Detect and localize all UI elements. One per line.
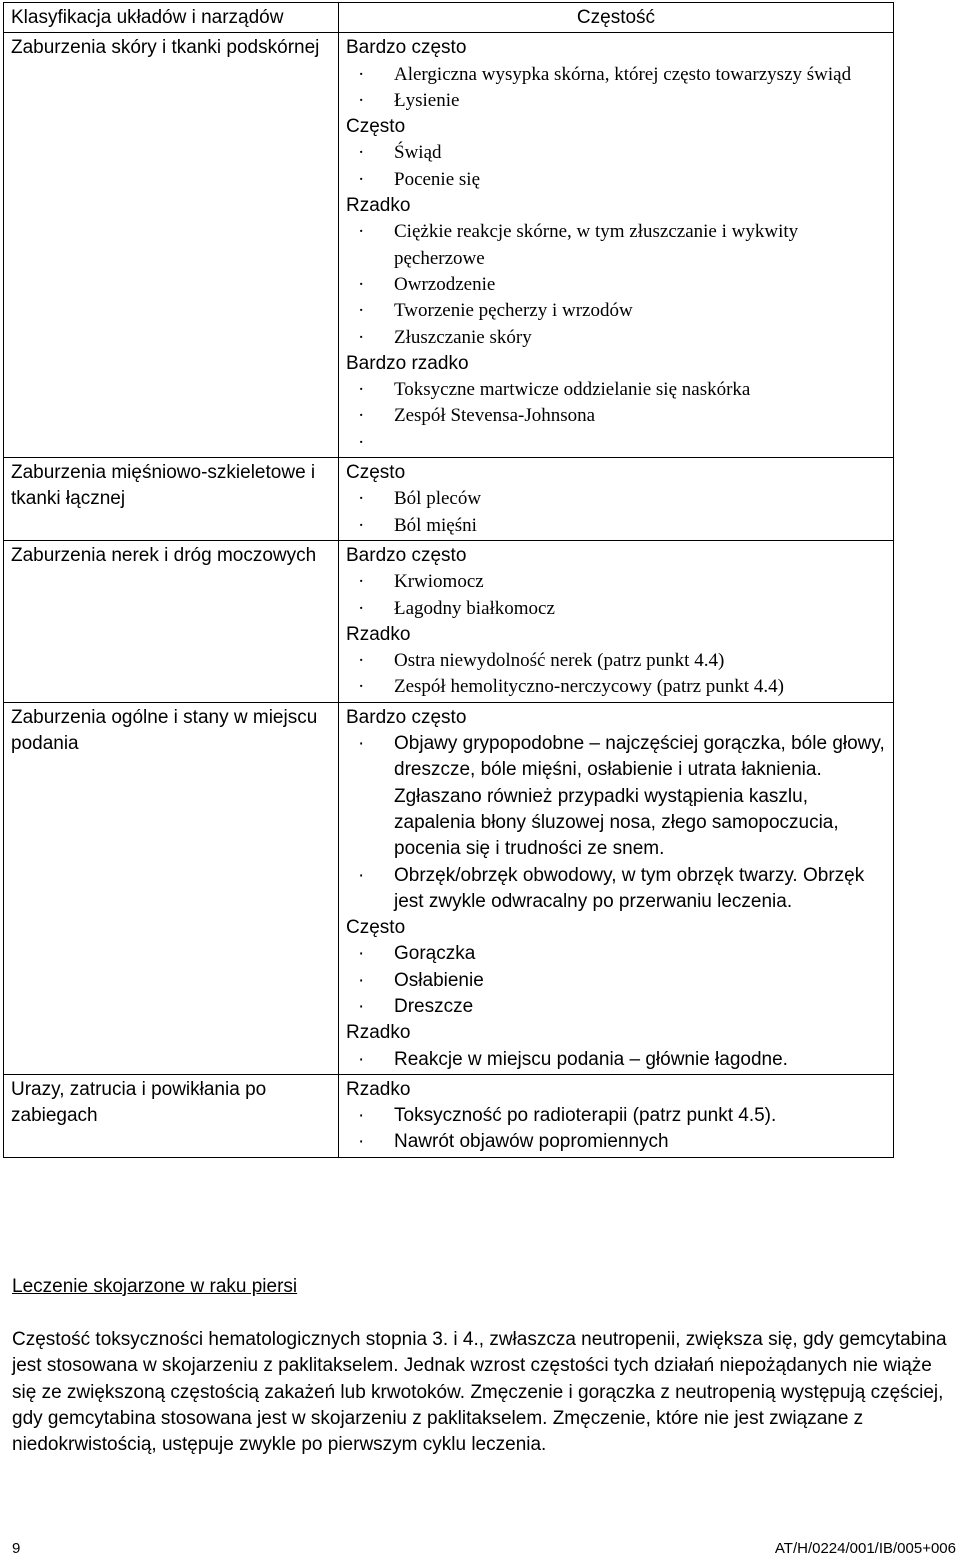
bullet-icon: · <box>358 864 365 886</box>
reaction-item <box>346 968 886 994</box>
reaction-item <box>346 596 886 622</box>
table-header-row <box>4 3 894 33</box>
reaction-item <box>346 272 886 298</box>
reaction-text: Dreszcze <box>394 995 474 1017</box>
reaction-item <box>346 325 886 351</box>
reaction-item <box>346 994 886 1020</box>
bullet-icon: · <box>358 63 365 85</box>
bullet-icon: · <box>358 326 365 348</box>
reaction-text: Świąd <box>394 142 442 164</box>
bullet-icon: · <box>358 142 365 164</box>
bullet-icon: · <box>358 943 365 965</box>
bullet-icon: · <box>358 1048 365 1070</box>
frequency-header: Częstość <box>339 3 894 33</box>
table-row <box>4 1074 894 1157</box>
reaction-text: Łysienie <box>394 89 460 111</box>
bullet-icon: · <box>358 733 365 755</box>
bullet-icon: · <box>358 488 365 510</box>
reaction-text: Alergiczna wysypka skórna, której często towarzyszy świąd <box>394 63 852 85</box>
frequency-label: Rzadko <box>346 1022 411 1044</box>
reaction-item <box>346 377 886 403</box>
reaction-text: Łagodny białkomocz <box>394 597 555 619</box>
bullet-icon: · <box>358 405 365 427</box>
frequency-label: Często <box>346 462 406 484</box>
bullet-icon: · <box>358 514 365 536</box>
bullet-icon: · <box>358 89 365 111</box>
frequency-cell <box>339 540 894 702</box>
frequency-label: Często <box>346 116 406 138</box>
section-heading: Leczenie skojarzone w raku piersi <box>12 1276 298 1297</box>
reaction-text: Nawrót objawów popromiennych <box>394 1131 669 1153</box>
reaction-text: Ostra niewydolność nerek (patrz punkt 4.4) <box>394 650 725 672</box>
frequency-label: Bardzo rzadko <box>346 352 469 374</box>
document-code: AT/H/0224/001/IB/005+006 <box>774 1540 956 1557</box>
reaction-text: Zespół hemolityczno-nerczycowy (patrz punkt 4.4) <box>394 676 784 698</box>
bullet-icon: · <box>358 379 365 401</box>
bullet-icon: · <box>358 221 365 243</box>
reaction-text: Objawy grypopodobne – najczęściej gorączka, bóle głowy, dreszcze, bóle mięśni, osłabienie i utrata łaknienia. Zgłaszano również przypadki wystąpienia kaszlu, zapalenia błony śluzowej nosa, złego samopoczucia, pocenia się i trudności ze snem. <box>394 733 885 860</box>
reaction-item <box>346 486 886 512</box>
reaction-item <box>346 167 886 193</box>
frequency-label: Rzadko <box>346 1078 411 1100</box>
reaction-text: Tworzenie pęcherzy i wrzodów <box>394 300 633 322</box>
frequency-cell <box>339 33 894 458</box>
table-row <box>4 458 894 541</box>
frequency-label: Bardzo często <box>346 706 467 728</box>
frequency-cell <box>339 458 894 541</box>
bullet-icon: · <box>358 168 365 190</box>
reaction-item <box>346 88 886 114</box>
reaction-item <box>346 1103 886 1129</box>
adverse-reactions-table <box>3 2 894 1158</box>
bullet-icon: · <box>358 300 365 322</box>
reaction-item <box>346 648 886 674</box>
reaction-item <box>346 941 886 967</box>
reaction-item <box>346 140 886 166</box>
organ-class-cell: Zaburzenia nerek i dróg moczowych <box>4 540 339 702</box>
bullet-icon: · <box>358 431 365 453</box>
body-paragraph: Częstość toksyczności hematologicznych stopnia 3. i 4., zwłaszcza neutropenii, zwiększa się, gdy gemcytabina jest stosowana w skojarzeniu z paklitakselem. Jednak wzrost częstości tych działań niepożądanych nie wiąże się ze zwiększoną częstością zakażeń lub krwotoków. Zmęczenie i gorączka z neutropenią występują częściej, gdy gemcytabina stosowana jest w skojarzeniu z paklitakselem. Zmęczenie, które nie jest związane z niedokrwistością, ustępuje zwykle po pierwszym cyklu leczenia. <box>12 1329 947 1456</box>
organ-class-cell: Zaburzenia mięśniowo-szkieletowe i tkanki łącznej <box>4 458 339 541</box>
reaction-text: Owrzodzenie <box>394 273 496 295</box>
reaction-text <box>394 430 886 456</box>
reaction-text: Ból pleców <box>394 488 482 510</box>
reaction-text: Toksyczne martwicze oddzielanie się naskórka <box>394 379 751 401</box>
bullet-icon: · <box>358 969 365 991</box>
bullet-icon: · <box>358 597 365 619</box>
reaction-text: Zespół Stevensa-Johnsona <box>394 405 596 427</box>
page-number: 9 <box>12 1540 21 1557</box>
reaction-text: Krwiomocz <box>394 571 484 593</box>
bullet-icon: · <box>358 650 365 672</box>
organ-class-cell: Urazy, zatrucia i powikłania po zabiegach <box>4 1074 339 1157</box>
reaction-item <box>346 430 886 456</box>
reaction-item <box>346 863 886 916</box>
reaction-item <box>346 674 886 700</box>
table-body <box>4 33 894 1157</box>
reaction-item <box>346 731 886 862</box>
frequency-label: Rzadko <box>346 195 411 217</box>
frequency-label: Często <box>346 917 406 939</box>
reaction-text: Reakcje w miejscu podania – głównie łagodne. <box>394 1048 788 1070</box>
reaction-text: Ból mięśni <box>394 514 477 536</box>
reaction-text: Ciężkie reakcje skórne, w tym złuszczanie i wykwity pęcherzowe <box>394 221 799 269</box>
reaction-text: Osłabienie <box>394 969 484 991</box>
reaction-text: Gorączka <box>394 943 476 965</box>
table-row <box>4 33 894 458</box>
frequency-cell <box>339 1074 894 1157</box>
reaction-text: Toksyczność po radioterapii (patrz punkt 4.5). <box>394 1105 777 1127</box>
bullet-icon: · <box>358 571 365 593</box>
frequency-label: Bardzo często <box>346 37 467 59</box>
reaction-text: Obrzęk/obrzęk obwodowy, w tym obrzęk twarzy. Obrzęk jest zwykle odwracalny po przerwaniu leczenia. <box>394 864 865 912</box>
bullet-icon: · <box>358 995 365 1017</box>
bullet-icon: · <box>358 1131 365 1153</box>
reaction-item <box>346 62 886 88</box>
table-row <box>4 702 894 1074</box>
bullet-icon: · <box>358 676 365 698</box>
frequency-label: Rzadko <box>346 623 411 645</box>
bullet-icon: · <box>358 1105 365 1127</box>
bullet-icon: · <box>358 273 365 295</box>
reaction-item <box>346 513 886 539</box>
organ-class-cell: Zaburzenia skóry i tkanki podskórnej <box>4 33 339 458</box>
reaction-text: Złuszczanie skóry <box>394 326 532 348</box>
reaction-item <box>346 1129 886 1155</box>
frequency-cell <box>339 702 894 1074</box>
reaction-item <box>346 298 886 324</box>
organ-class-cell: Zaburzenia ogólne i stany w miejscu podania <box>4 702 339 1074</box>
organ-class-header: Klasyfikacja układów i narządów <box>4 3 339 33</box>
frequency-label: Bardzo często <box>346 544 467 566</box>
table-row <box>4 540 894 702</box>
reaction-text: Pocenie się <box>394 168 481 190</box>
reaction-item <box>346 403 886 429</box>
reaction-item <box>346 219 886 272</box>
reaction-item <box>346 569 886 595</box>
reaction-item <box>346 1047 886 1073</box>
